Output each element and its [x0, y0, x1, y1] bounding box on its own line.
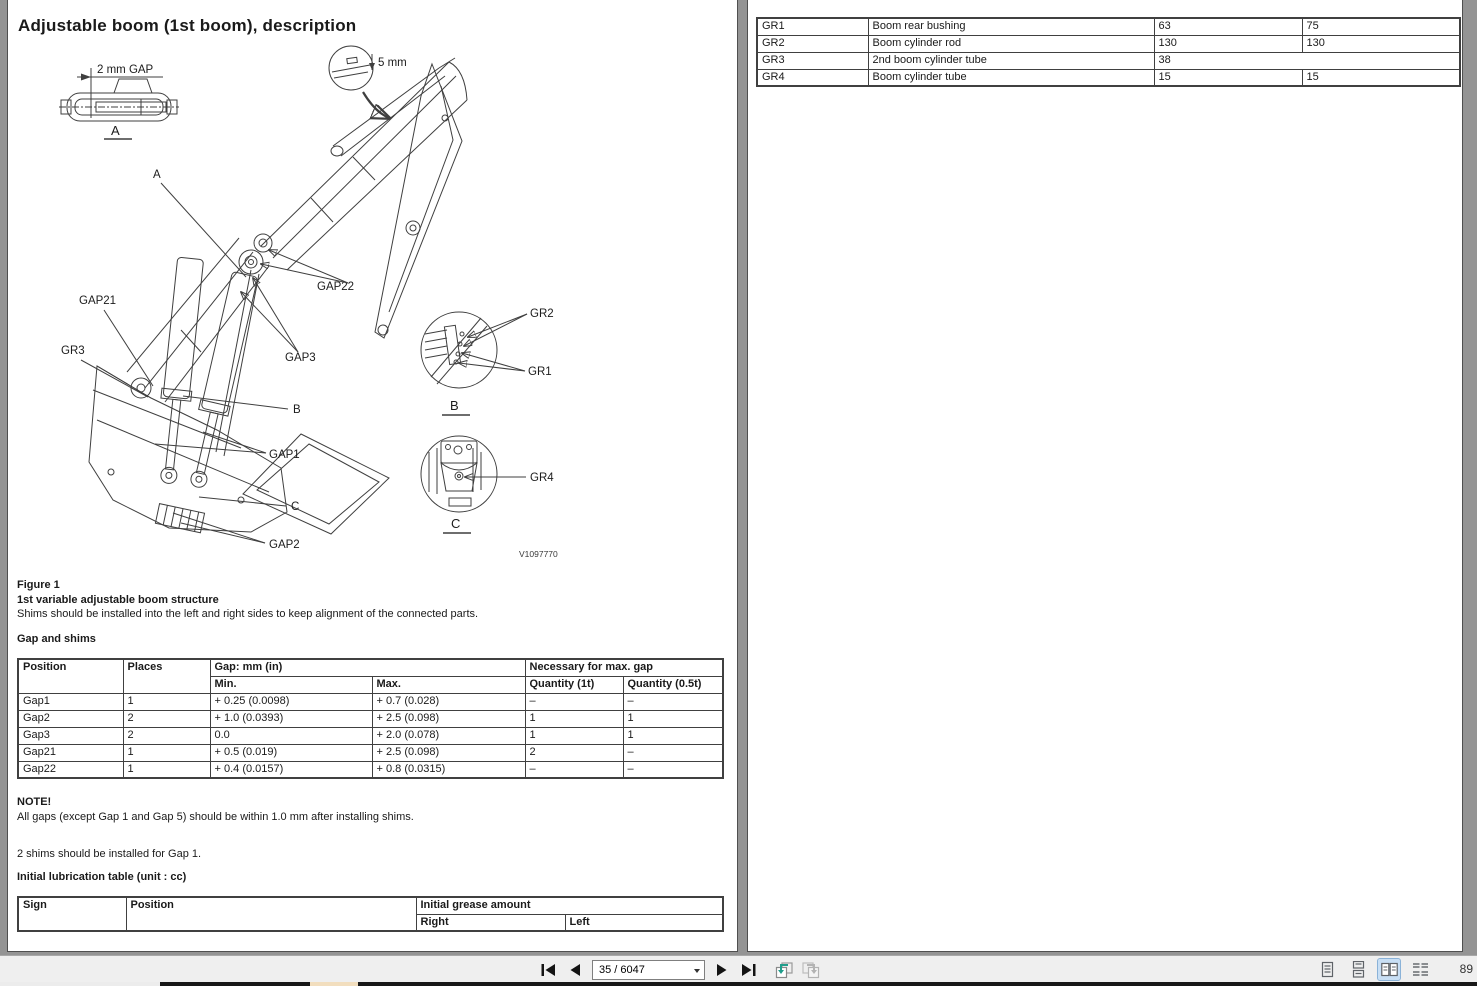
lube-col-left: Left	[565, 914, 723, 931]
lube-col-sign: Sign	[18, 897, 126, 931]
two-page-view-button[interactable]	[1378, 959, 1400, 980]
callout-b: B	[293, 404, 301, 416]
lube-col-right: Right	[416, 914, 565, 931]
table-row: Gap1 1 + 0.25 (0.0098) + 0.7 (0.028) – –	[18, 693, 723, 710]
gap-shims-table	[17, 658, 724, 779]
detail-c-letter: C	[451, 516, 461, 531]
detail-b-drawing	[421, 308, 554, 415]
next-view-button[interactable]	[801, 960, 821, 980]
lubrication-table	[17, 896, 724, 932]
figure-caption	[17, 578, 478, 622]
detail-5mm-circle	[329, 46, 407, 118]
table-row: Gap21 1 + 0.5 (0.019) + 2.5 (0.098) 2 –	[18, 744, 723, 761]
lube-col-grease: Initial grease amount	[416, 897, 723, 914]
boom-cylinders	[152, 257, 260, 490]
second-boom	[261, 58, 467, 270]
single-page-view-button[interactable]	[1316, 959, 1338, 980]
gap-col-qty1: Quantity (1t)	[525, 676, 623, 693]
previous-view-button[interactable]	[774, 960, 794, 980]
callout-gap3: GAP3	[285, 352, 316, 364]
callout-gr1: GR1	[528, 366, 552, 378]
grease-points-table	[756, 17, 1461, 87]
taskbar-edge-highlight	[310, 982, 358, 986]
callout-gap2: GAP2	[269, 539, 300, 551]
gap-col-min: Min.	[210, 676, 372, 693]
gap-col-necessary: Necessary for max. gap	[525, 659, 723, 676]
page-dropdown-arrow-icon[interactable]	[694, 969, 700, 973]
figure-title: 1st variable adjustable boom structure	[17, 593, 219, 606]
callout-gap21: GAP21	[79, 295, 117, 307]
viewer-toolbar	[0, 955, 1477, 982]
note-block	[17, 795, 414, 824]
page-number-input[interactable]	[593, 964, 685, 976]
figure-code: V1097770	[519, 549, 558, 559]
table-row: Gap22 1 + 0.4 (0.0157) + 0.8 (0.0315) – –	[18, 761, 723, 778]
detail-a-drawing	[59, 64, 179, 139]
gap-col-places: Places	[123, 659, 210, 693]
diagram-callouts	[61, 169, 354, 551]
table-row: GR1 Boom rear bushing 63 75	[757, 18, 1460, 35]
next-page-button[interactable]	[712, 960, 732, 980]
table-row: GR4 Boom cylinder tube 15 15	[757, 69, 1460, 86]
callout-gr3: GR3	[61, 345, 85, 357]
taskbar-edge	[0, 982, 1477, 986]
table-row: GR2 Boom cylinder rod 130 130	[757, 35, 1460, 52]
document-page-right	[747, 0, 1463, 952]
previous-page-button[interactable]	[565, 960, 585, 980]
figure-number: Figure 1	[17, 579, 60, 591]
document-page-left	[7, 0, 738, 952]
boom-diagram	[8, 0, 737, 570]
detail-c-drawing	[421, 436, 554, 533]
first-page-button[interactable]	[538, 960, 558, 980]
continuous-view-button[interactable]	[1347, 959, 1369, 980]
lube-section-title: Initial lubrication table (unit : cc)	[17, 871, 187, 883]
callout-a: A	[153, 169, 161, 181]
page-layout-controls	[1316, 959, 1431, 980]
callout-gap22: GAP22	[317, 281, 355, 293]
two-page-continuous-view-button[interactable]	[1409, 959, 1431, 980]
zoom-level[interactable]: 89	[1459, 962, 1473, 976]
callout-gr4: GR4	[530, 472, 554, 484]
dim-2mm-gap-label: 2 mm GAP	[97, 64, 154, 76]
table-row: Gap3 2 0.0 + 2.0 (0.078) 1 1	[18, 727, 723, 744]
note-title: NOTE!	[17, 796, 52, 808]
page-number-box	[592, 960, 705, 980]
gap-col-max: Max.	[372, 676, 525, 693]
last-page-button[interactable]	[739, 960, 759, 980]
callout-c: C	[291, 501, 300, 513]
detail-a-letter: A	[111, 123, 120, 138]
dim-5mm-label: 5 mm	[378, 57, 407, 69]
detail-b-letter: B	[450, 398, 459, 413]
lube-col-position: Position	[126, 897, 416, 931]
gap-col-position: Position	[18, 659, 123, 693]
table-row: GR3 2nd boom cylinder tube 38	[757, 52, 1460, 69]
gap-col-gap: Gap: mm (in)	[210, 659, 525, 676]
gap-col-qty05: Quantity (0.5t)	[623, 676, 723, 693]
shims-note: 2 shims should be installed for Gap 1.	[17, 848, 202, 860]
base-frame	[89, 366, 389, 534]
callout-gr2: GR2	[530, 308, 554, 320]
gap-section-title: Gap and shims	[17, 633, 96, 645]
page-title: Adjustable boom (1st boom), description	[18, 16, 357, 35]
note-body: All gaps (except Gap 1 and Gap 5) should be within 1.0 mm after installing shims.	[17, 810, 414, 823]
page-navigation	[538, 959, 821, 980]
table-row: Gap2 2 + 1.0 (0.0393) + 2.5 (0.098) 1 1	[18, 710, 723, 727]
callout-gap1: GAP1	[269, 449, 300, 461]
figure-description: Shims should be installed into the left and right sides to keep alignment of the connected parts.	[17, 608, 479, 620]
